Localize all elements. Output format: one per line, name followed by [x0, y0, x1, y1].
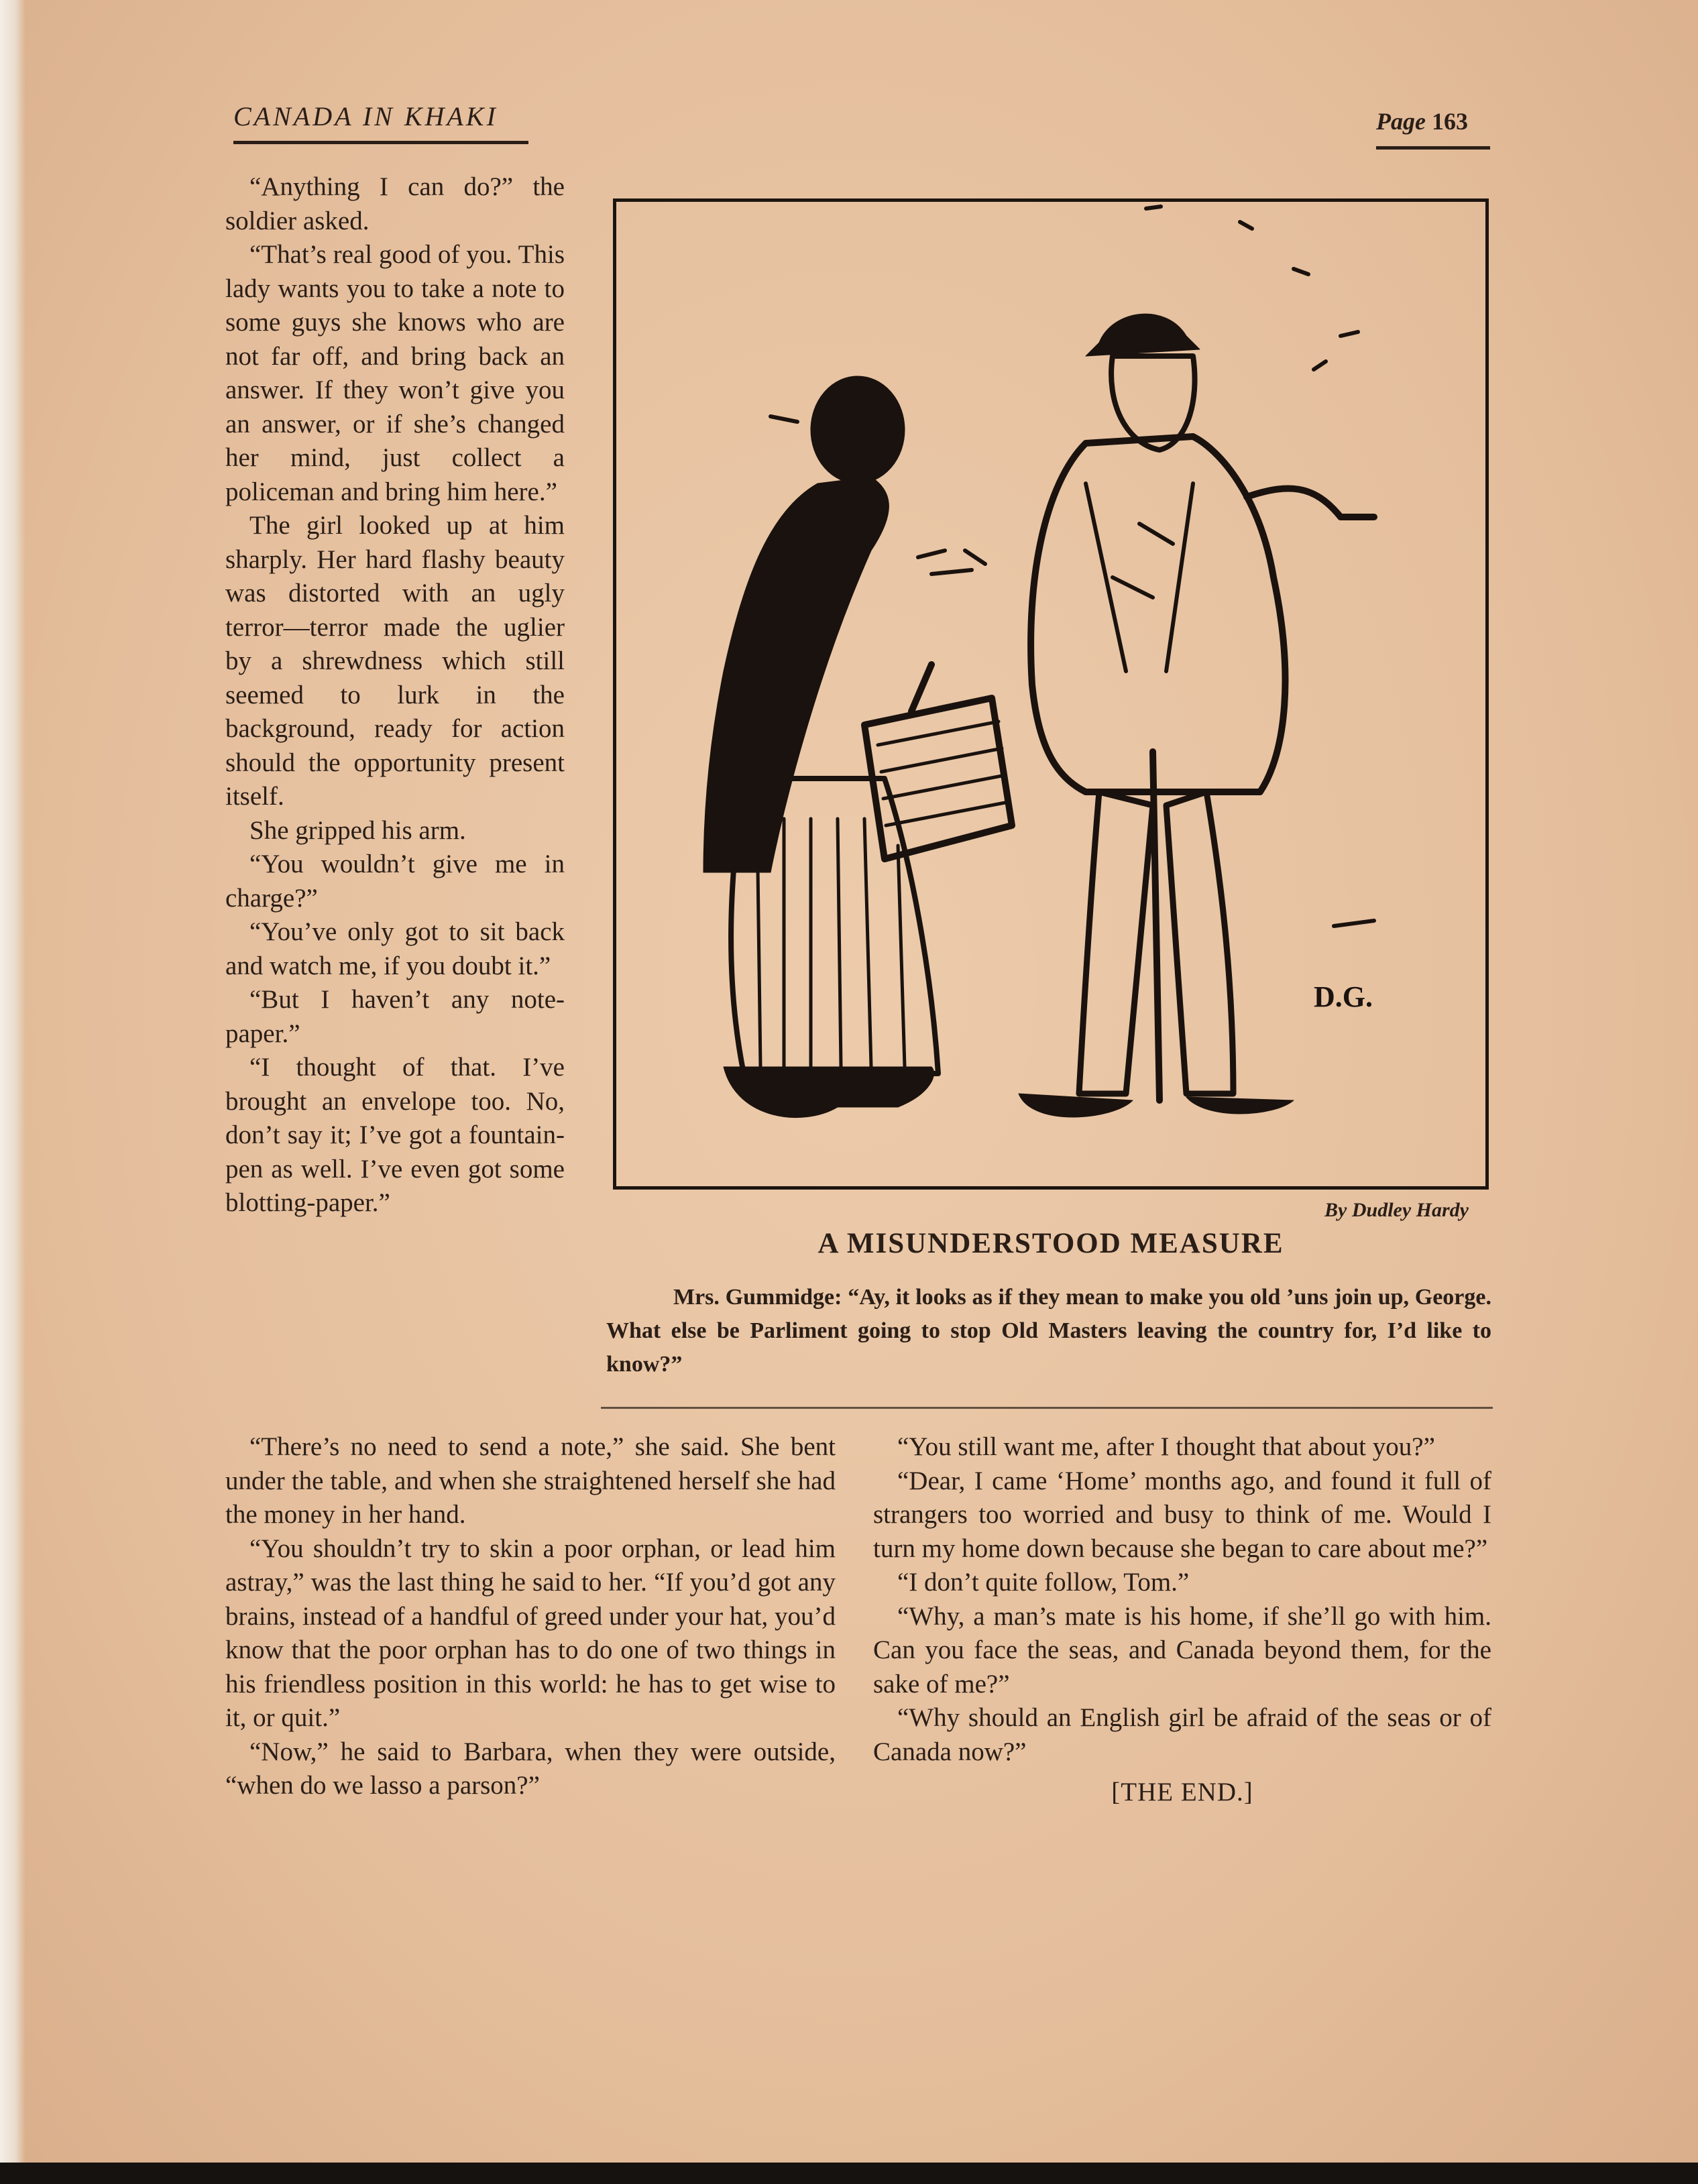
paragraph: “Dear, I came ‘Home’ months ago, and found it full of strangers too worried and busy to think of me. Would I turn my home down because she began to care about me?” — [873, 1466, 1491, 1563]
paragraph: “You still want me, after I thought that about you?” — [897, 1432, 1435, 1461]
page-bottom-edge — [0, 2163, 1698, 2184]
right-text-column — [873, 1430, 1491, 1810]
paragraph: “But I haven’t any note-paper.” — [225, 985, 565, 1048]
paragraph: “Why should an English girl be afraid of the seas or of Canada now?” — [873, 1703, 1491, 1766]
header-rule — [233, 141, 528, 144]
paragraph: “Why, a man’s mate is his home, if she’ll go with him. Can you face the seas, and Canada beyond them, for the sake of me?” — [873, 1601, 1491, 1699]
paragraph: “Now,” he said to Barbara, when they were outside, “when do we lasso a parson?” — [225, 1737, 836, 1800]
paragraph: The girl looked up at him sharply. Her hard flashy beauty was distorted with an ugly terror—terror made the uglier by a shrewdness which still seemed to lurk in the background, ready for action should the opportunity present itself. — [225, 511, 565, 811]
paragraph: She gripped his arm. — [249, 815, 466, 845]
paragraph: “You’ve only got to sit back and watch me, if you doubt it.” — [225, 917, 565, 980]
paragraph: “Anything I can do?” the soldier asked. — [225, 172, 565, 235]
paragraph: “That’s real good of you. This lady wants you to take a note to some guys she knows who are not far off, and bring back an answer. If they won’t give you an answer, or if she’s changed her mind, just collect a policeman and bring him here.” — [225, 240, 565, 506]
caption-divider — [601, 1407, 1493, 1409]
left-text-column — [225, 1430, 836, 1803]
artist-credit: By Dudley Hardy — [1324, 1199, 1469, 1221]
binding-edge — [0, 0, 25, 2184]
the-end-mark: [THE END.] — [1111, 1778, 1253, 1806]
paragraph: “You shouldn’t try to skin a poor orphan, or lead him astray,” was the last thing he said to her. “If you’d got any brains, instead of a handful of greed under your hat, you’d know that the poor orphan has to do one of two things in his friendless position in this world: he has to get wise to it, or quit.” — [225, 1534, 836, 1732]
artist-signature: D.G. — [1314, 980, 1373, 1013]
paragraph: “There’s no need to send a note,” she said. She bent under the table, and when she straightened herself she had the money in her hand. — [225, 1432, 836, 1529]
paragraph: “I don’t quite follow, Tom.” — [897, 1568, 1190, 1597]
narrow-text-column — [225, 170, 565, 1220]
cartoon-illustration — [613, 198, 1489, 1190]
page-number-value: 163 — [1431, 108, 1468, 135]
caption-title: A MISUNDERSTOOD MEASURE — [817, 1228, 1284, 1259]
header-rule-right — [1376, 146, 1490, 150]
paragraph: “I thought of that. I’ve brought an envelope too. No, don’t say it; I’ve got a fountain-pen as well. I’ve even got some blotting-paper.” — [225, 1053, 565, 1217]
page-word: Page — [1376, 108, 1426, 135]
caption-text: Mrs. Gummidge: “Ay, it looks as if they mean to make you old ’uns join up, George. What else be Parliment going to stop Old Masters leaving the country for, I’d like to know?” — [606, 1285, 1491, 1377]
running-head-title: CANADA IN KHAKI — [233, 101, 498, 131]
cartoon-drawing — [616, 202, 1485, 1186]
paragraph: “You wouldn’t give me in charge?” — [225, 850, 565, 913]
page-number — [1376, 107, 1468, 135]
